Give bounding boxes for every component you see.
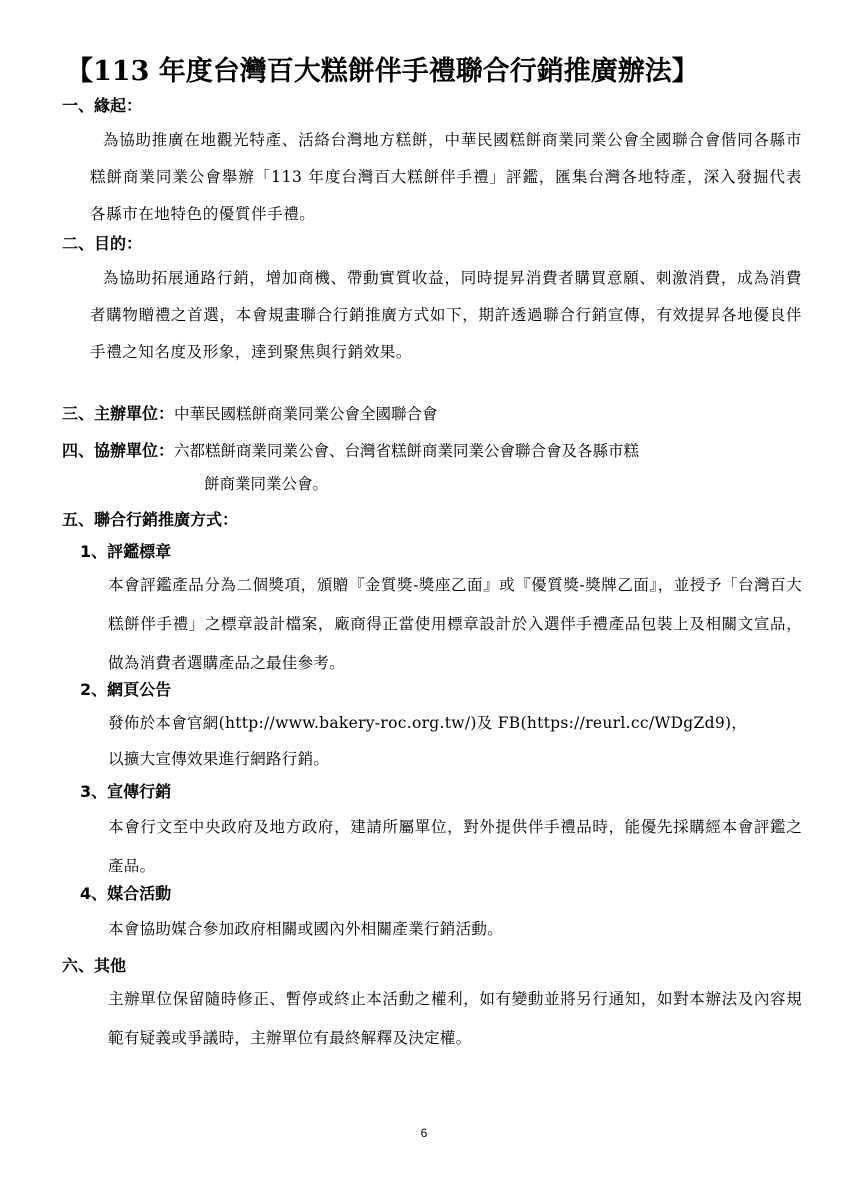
- section-5-heading: 五、聯合行銷推廣方式：: [62, 510, 239, 529]
- item-1-heading: 1、評鑑標章: [80, 542, 172, 561]
- section-4: [62, 437, 802, 465]
- co-organizer-value-line1: 六都糕餅商業同業公會、台灣省糕餅商業同業公會聯合會及各縣市糕: [174, 442, 640, 460]
- item-1-body: 本會評鑑產品分為二個獎項，頒贈『金質獎-獎座乙面』或『優質獎-獎牌乙面』，並授予「台灣百大糕餅伴手禮」之標章設計檔案，廠商得正當使用標章設計於入選伴手禮產品包裝上及相關文宣品，做為消費者選購產品之最佳參考。: [108, 576, 802, 672]
- item-2-body-line1: 發佈於本會官網(http://www.bakery-roc.org.tw/)及 FB(https://reurl.cc/WDgZd9)，: [108, 714, 748, 732]
- section-1-body: 為協助推廣在地觀光特產、活絡台灣地方糕餅，中華民國糕餅商業同業公會全國聯合會偕同各縣市糕餅商業同業公會舉辦「113 年度台灣百大糕餅伴手禮」評鑑，匯集台灣各地特產，深入發掘代表各縣市在地特色的優質伴手禮。: [90, 131, 802, 223]
- page-number: 6: [420, 1126, 428, 1140]
- section-4-heading: 四、協辦單位：: [62, 441, 175, 460]
- section-2-body: 為協助拓展通路行銷，增加商機、帶動實質收益，同時提昇消費者購買意願、刺激消費，成為消費者購物贈禮之首選，本會規畫聯合行銷推廣方式如下，期許透過聯合行銷宣傳，有效提昇各地優良伴手禮之知名度及形象，達到聚焦與行銷效果。: [90, 269, 802, 361]
- organizer-value: 中華民國糕餅商業同業公會全國聯合會: [174, 405, 438, 423]
- item-4-heading: 4、媒合活動: [80, 884, 172, 903]
- item-3-body: 本會行文至中央政府及地方政府，建請所屬單位，對外提供伴手禮品時，能優先採購經本會評鑑之產品。: [108, 818, 802, 875]
- section-3: [62, 400, 802, 428]
- section-3-heading: 三、主辦單位：: [62, 404, 175, 423]
- section-2-heading: 二、目的：: [62, 234, 143, 253]
- co-organizer-value-line2: 餅商業同業公會。: [204, 475, 329, 493]
- item-2-heading: 2、網頁公告: [80, 680, 172, 699]
- item-2-body-line2: 以擴大宣傳效果進行網路行銷。: [108, 750, 330, 768]
- section-6-body: 主辦單位保留隨時修正、暫停或終止本活動之權利，如有變動並將另行通知，如對本辦法及內容規範有疑義或爭議時，主辦單位有最終解釋及決定權。: [108, 990, 802, 1047]
- document-title: 【113 年度台灣百大糕餅伴手禮聯合行銷推廣辦法】: [66, 56, 699, 87]
- item-3-heading: 3、宣傳行銷: [80, 782, 172, 801]
- section-1-heading: 一、緣起：: [62, 96, 143, 115]
- item-4-body: 本會協助媒合參加政府相關或國內外相關產業行銷活動。: [108, 920, 504, 938]
- section-6-heading: 六、其他: [62, 956, 127, 975]
